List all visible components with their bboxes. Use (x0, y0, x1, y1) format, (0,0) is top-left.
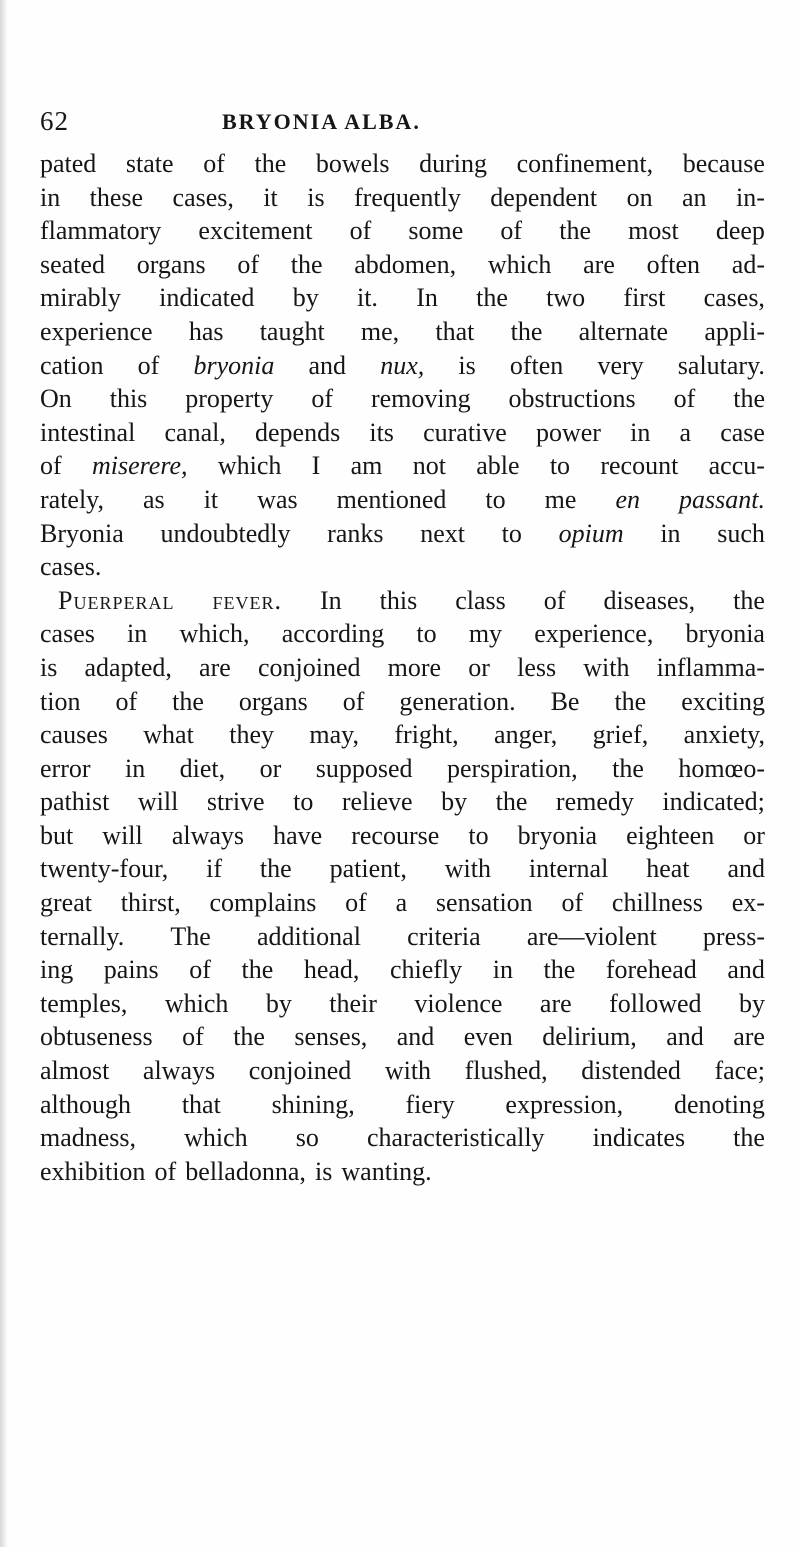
word: confinement, (516, 149, 654, 178)
word: depends (254, 417, 341, 447)
text-line (40, 953, 765, 987)
word: adapted, (84, 652, 172, 682)
word: in- (735, 182, 765, 212)
word: cation (40, 350, 104, 380)
word: of (137, 350, 160, 380)
text-line (40, 147, 765, 181)
word: rately, (40, 484, 104, 514)
text-line (40, 584, 765, 618)
word: their (329, 988, 377, 1018)
word: and (727, 955, 765, 985)
word: homœo- (678, 753, 765, 783)
word: always (142, 1056, 216, 1086)
word: en (615, 484, 640, 514)
word: indicated (159, 283, 255, 313)
word: taught (259, 316, 325, 346)
word: or (743, 820, 765, 850)
word: and (666, 1022, 704, 1052)
word: remedy (555, 787, 634, 817)
word: me (544, 484, 577, 514)
word: flushed, (464, 1056, 548, 1086)
word: curative (423, 417, 507, 447)
text-line (40, 987, 765, 1021)
word: and (727, 854, 765, 884)
word: my (468, 619, 503, 649)
word: mentioned (336, 484, 447, 514)
word: Be (550, 686, 580, 716)
word: wanting. (341, 1156, 432, 1186)
word: more (387, 652, 442, 682)
running-title: BRYONIA ALBA. (222, 109, 421, 134)
word: belladonna, (185, 1156, 306, 1186)
word: salutary. (677, 350, 765, 380)
word: as (143, 484, 165, 514)
word: in (40, 182, 61, 212)
word: organs (238, 686, 308, 716)
word: with (583, 652, 630, 682)
word: the (233, 1022, 265, 1052)
word: to (501, 518, 522, 548)
word: if (206, 854, 222, 884)
word: conjoined (248, 1056, 352, 1086)
word: characteristically (367, 1123, 545, 1153)
text-line (40, 785, 765, 819)
word: during (419, 149, 488, 178)
word: the (254, 149, 287, 178)
text-line (40, 886, 765, 920)
word: are (733, 1022, 765, 1052)
word: abdomen, (354, 249, 457, 279)
word: is (458, 350, 476, 380)
text-line (40, 349, 765, 383)
word: case (720, 417, 765, 447)
word: In (416, 283, 438, 313)
word: with (384, 1056, 432, 1086)
word: that (181, 1089, 221, 1119)
word: will (102, 820, 143, 850)
word: the (733, 384, 765, 414)
word: The (170, 921, 211, 951)
word: class (455, 585, 506, 615)
word: criteria (407, 921, 481, 951)
word: of (182, 1022, 204, 1052)
word: anger, (494, 720, 558, 750)
word: ex- (731, 888, 765, 918)
word: it. (356, 283, 378, 313)
word: by (265, 988, 292, 1018)
word: a (679, 417, 692, 447)
word: supposed (315, 753, 413, 783)
word: I (311, 451, 321, 481)
word: first (623, 283, 666, 313)
word: tion (40, 686, 81, 716)
word: fright, (394, 720, 459, 750)
word: in (127, 619, 148, 649)
word: are (583, 249, 615, 279)
text-line (40, 214, 765, 248)
word: or (468, 652, 490, 682)
word: an (682, 182, 707, 212)
word: power (535, 417, 601, 447)
word: on (626, 182, 653, 212)
text-line (40, 1155, 765, 1189)
word: recourse (351, 820, 440, 850)
word: often (646, 249, 701, 279)
word: violence (414, 988, 503, 1018)
word: ternally. (40, 921, 125, 951)
word: dependent (490, 182, 598, 212)
word: the (614, 686, 647, 716)
word: of (500, 216, 523, 246)
word: of (342, 686, 365, 716)
word: chillness (611, 888, 703, 918)
word: state (125, 149, 174, 178)
word: will (137, 787, 179, 817)
text-line (40, 281, 765, 315)
word: are (199, 652, 231, 682)
word: press- (702, 921, 765, 951)
word: On (40, 384, 72, 414)
word: madness, (40, 1123, 137, 1153)
word: was (257, 484, 298, 514)
text-line (40, 416, 765, 450)
word: cases (40, 619, 95, 649)
word: excitement (198, 216, 313, 246)
word: face; (714, 1056, 765, 1086)
word: cases. (40, 552, 102, 582)
word: to (549, 451, 571, 481)
word: mirably (40, 283, 121, 313)
word: a (395, 888, 408, 918)
word: indicates (592, 1123, 686, 1153)
word: exciting (681, 686, 765, 716)
word: of (543, 585, 566, 615)
word: me, (360, 316, 400, 346)
word: this (109, 384, 148, 414)
word: the (495, 787, 528, 817)
word: opium (558, 518, 624, 548)
word: head, (303, 955, 360, 985)
word: the (172, 686, 204, 716)
word: may, (309, 720, 359, 750)
word: senses, (294, 1022, 368, 1052)
word: in (492, 955, 513, 985)
word: indicated; (662, 787, 765, 817)
word: delirium, (542, 1022, 637, 1052)
word: by (441, 787, 468, 817)
word: which (487, 249, 552, 279)
word: pains (103, 955, 159, 985)
word: in (124, 753, 146, 783)
text-line (40, 315, 765, 349)
text-line (40, 483, 765, 517)
word: pathist (40, 787, 110, 817)
text-line (40, 517, 765, 551)
word: inflamma- (656, 652, 765, 682)
word: the (612, 753, 644, 783)
word: flammatory (40, 216, 162, 246)
word: almost (40, 1056, 110, 1086)
word: that (435, 316, 475, 346)
word: of (345, 888, 367, 918)
word: its (369, 417, 394, 447)
word: the (241, 955, 274, 985)
word: the (290, 249, 323, 279)
word: obtuseness (40, 1022, 153, 1052)
text-line (40, 920, 765, 954)
word: In (319, 585, 342, 615)
word: have (273, 820, 323, 850)
word: these (89, 182, 144, 212)
word: of (203, 149, 225, 178)
word: fever. (212, 585, 282, 615)
word: distended (581, 1056, 681, 1086)
word: able (476, 451, 520, 481)
word: two (546, 283, 586, 313)
word: they (229, 720, 274, 750)
word: ranks (327, 518, 384, 548)
word: to (485, 484, 506, 514)
word: appli- (704, 316, 765, 346)
word: Puerperal (58, 585, 175, 615)
word: so (295, 1123, 319, 1153)
word: to (293, 787, 314, 817)
word: ad- (731, 249, 765, 279)
word: Bryonia (40, 518, 124, 548)
word: such (717, 518, 765, 548)
word: removing (370, 384, 471, 414)
word: fiery (405, 1089, 455, 1119)
word: the (259, 854, 292, 884)
word: of (115, 686, 138, 716)
word: pated (40, 149, 97, 178)
text-line (40, 181, 765, 215)
word: error (40, 753, 91, 783)
word: which (164, 988, 229, 1018)
word: experience, (534, 619, 654, 649)
word: property (185, 384, 274, 414)
word: but (40, 820, 74, 850)
word: ing (40, 955, 74, 985)
word: the (733, 1123, 765, 1153)
text-line (40, 651, 765, 685)
word: even (463, 1022, 513, 1052)
word: by (292, 283, 319, 313)
word: bryonia (193, 350, 275, 380)
word: next (420, 518, 465, 548)
word: this (379, 585, 418, 615)
word: the (476, 283, 508, 313)
word: deep (715, 216, 765, 246)
word: by (739, 988, 765, 1018)
text-line (40, 718, 765, 752)
word: obstructions (508, 384, 636, 414)
word: is (314, 1156, 333, 1186)
word: of (154, 1156, 177, 1186)
word: of (40, 451, 62, 481)
word: has (188, 316, 224, 346)
text-line (40, 1088, 765, 1122)
word: and (308, 350, 347, 380)
word: very (597, 350, 644, 380)
word: is (307, 182, 325, 212)
word: seated (40, 249, 105, 279)
word: the (733, 585, 765, 615)
text-line (40, 852, 765, 886)
word: less (517, 652, 557, 682)
word: conjoined (257, 652, 361, 682)
word: thirst, (120, 888, 181, 918)
word: recount (600, 451, 679, 481)
word: which (184, 1123, 248, 1153)
text-line (40, 449, 765, 483)
text-line (40, 1121, 765, 1155)
word: anxiety, (683, 720, 765, 750)
word: diseases, (603, 585, 696, 615)
word: diet, (179, 753, 226, 783)
word: bryonia (685, 619, 765, 649)
body-text (40, 147, 765, 1188)
word: most (628, 216, 679, 246)
word: cases, (172, 182, 234, 212)
word: additional (256, 921, 361, 951)
word: in (630, 417, 651, 447)
word: denoting (673, 1089, 765, 1119)
text-line (40, 1020, 765, 1054)
word: to (416, 619, 437, 649)
word: canal, (164, 417, 226, 447)
word: miserere, (91, 451, 188, 481)
word: is (40, 652, 58, 682)
word: always (171, 820, 245, 850)
word: strive (206, 787, 265, 817)
word: are—violent (526, 921, 657, 951)
word: experience (40, 316, 153, 346)
word: which (217, 451, 282, 481)
word: not (412, 451, 446, 481)
word: nux, (380, 350, 425, 380)
word: am (350, 451, 383, 481)
word: internal (528, 854, 609, 884)
word: of (673, 384, 696, 414)
word: sensation (435, 888, 533, 918)
word: twenty-four, (40, 854, 169, 884)
text-line (40, 382, 765, 416)
word: according (281, 619, 385, 649)
word: exhibition (40, 1156, 146, 1186)
word: because (682, 149, 765, 178)
text-line (40, 685, 765, 719)
word: the (559, 216, 591, 246)
word: grief, (592, 720, 649, 750)
word: the (510, 316, 543, 346)
word: which, (179, 619, 250, 649)
word: often (509, 350, 564, 380)
word: relieve (341, 787, 413, 817)
word: eighteen (626, 820, 715, 850)
word: intestinal (40, 417, 136, 447)
word: although (40, 1089, 131, 1119)
word: alternate (578, 316, 669, 346)
word: in (660, 518, 681, 548)
word: to (468, 820, 489, 850)
word: followed (609, 988, 702, 1018)
word: undoubtedly (160, 518, 291, 548)
word: generation. (399, 686, 516, 716)
page-gutter-shadow (0, 0, 8, 1547)
word: of (561, 888, 584, 918)
word: expression, (505, 1089, 624, 1119)
page-number: 62 (40, 106, 69, 136)
word: it (203, 484, 219, 514)
text-line (40, 819, 765, 853)
text-line (40, 550, 765, 584)
word: perspiration, (446, 753, 578, 783)
word: cases, (703, 283, 765, 313)
word: complains (209, 888, 317, 918)
word: accu- (708, 451, 765, 481)
word: of (311, 384, 333, 414)
word: passant. (679, 484, 765, 514)
text-line (40, 752, 765, 786)
word: chiefly (389, 955, 463, 985)
word: bryonia (517, 820, 598, 850)
word: the (543, 955, 576, 985)
word: organs (136, 249, 206, 279)
word: heat (646, 854, 690, 884)
word: frequently (354, 182, 461, 212)
word: great (40, 888, 92, 918)
word: with (444, 854, 491, 884)
word: it (263, 182, 278, 212)
word: and (396, 1022, 435, 1052)
text-line (40, 248, 765, 282)
word: of (349, 216, 372, 246)
word: forehead (605, 955, 697, 985)
text-line (40, 1054, 765, 1088)
word: shining, (271, 1089, 355, 1119)
text-line (40, 617, 765, 651)
word: some (408, 216, 464, 246)
word: of (189, 955, 211, 985)
word: causes (40, 720, 108, 750)
word: are (539, 988, 572, 1018)
running-head (40, 103, 760, 139)
word: or (259, 753, 282, 783)
word: of (237, 249, 259, 279)
word: bowels (315, 149, 390, 178)
word: patient, (329, 854, 407, 884)
word: what (143, 720, 194, 750)
word: temples, (40, 988, 128, 1018)
